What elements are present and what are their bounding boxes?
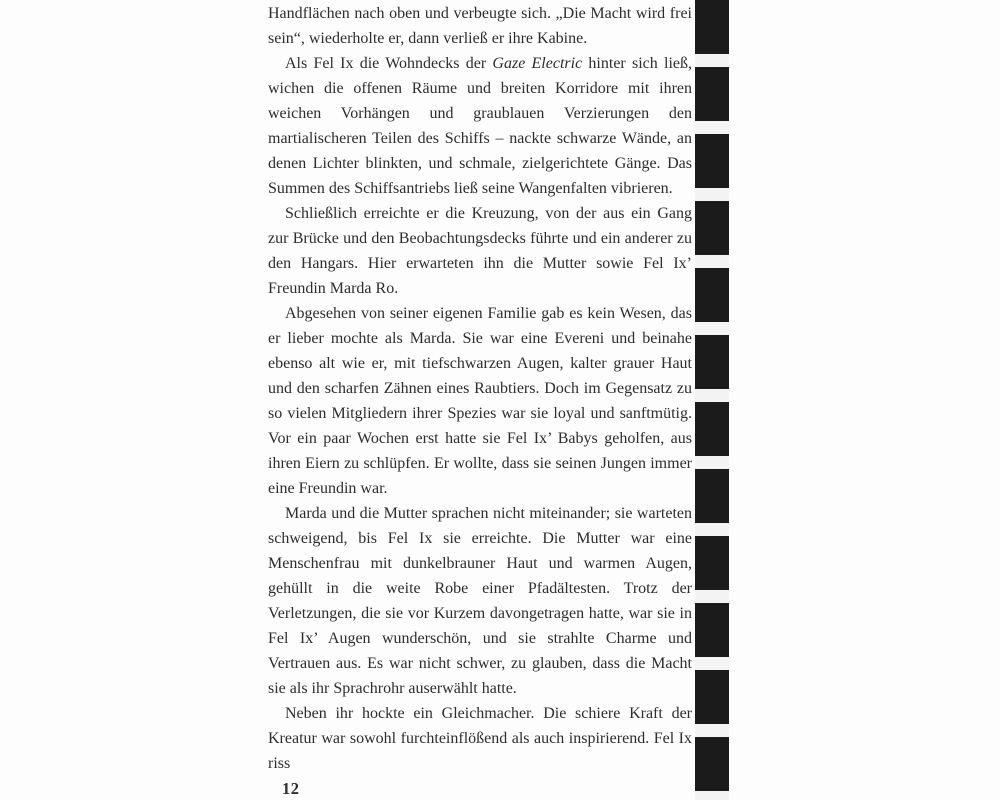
page-number: 12 — [282, 779, 300, 798]
book-page-edge-strip — [695, 0, 729, 800]
book-text-column — [268, 1, 692, 776]
ship-name-italic: Gaze Electric — [492, 55, 583, 72]
paragraph-continuation: Handflächen nach oben und verbeugte sich. „Die Macht wird frei sein“, wiederholte er, dann verließ er ihre Kabine. — [268, 5, 692, 47]
paragraph — [268, 51, 692, 201]
paragraph: Neben ihr hockte ein Gleichmacher. Die schiere Kraft der Kreatur war sowohl furchteinflößend als auch inspirierend. Fel Ix riss — [268, 705, 692, 772]
paragraph: Abgesehen von seiner eigenen Familie gab es kein Wesen, das er lieber mochte als Marda. Sie war eine Evereni und beinahe ebenso alt wie er, mit tiefschwarzen Augen, kalter grauer Haut und den scharfen Zähnen eines Raubtiers. Doch im Gegensatz zu so vielen Mitgliedern ihrer Spezies war sie loyal und sanftmütig. Vor ein paar Wochen erst hatte sie Fel Ix’ Babys geholfen, aus ihren Eiern zu schlüpfen. Er wollte, dass sie seinen Jungen immer eine Freundin war. — [268, 305, 692, 497]
paragraph-text-before-ship-name: Als Fel Ix die Wohndecks der — [285, 55, 493, 72]
paragraph: Schließlich erreichte er die Kreuzung, von der aus ein Gang zur Brücke und den Beobachtungsdecks führte und ein anderer zu den Hangars. Hier erwarteten ihn die Mutter sowie Fel Ix’ Freundin Marda Ro. — [268, 205, 692, 297]
paragraph: Marda und die Mutter sprachen nicht miteinander; sie warteten schweigend, bis Fel Ix sie erreichte. Die Mutter war eine Menschenfrau mit dunkelbrauner Haut und warmen Augen, gehüllt in die weite Robe einer Pfadältesten. Trotz der Verletzungen, die sie vor Kurzem davongetragen hatte, war sie in Fel Ix’ Augen wunderschön, und sie strahlte Charme und Vertrauen aus. Es war nicht schwer, zu glauben, dass die Macht sie als ihr Sprachrohr auserwählt hatte. — [268, 505, 692, 697]
paragraph-text-after-ship-name: hinter sich ließ, wichen die offenen Räume und breiten Korridore mit ihren weichen Vorhängen und graublauen Verzierungen den martialischeren Teilen des Schiffs – nackte schwarze Wände, an denen Lichter blinkten, und schmale, zielgerichtete Gänge. Das Summen des Schiffsantriebs ließ seine Wangenfalten vibrieren. — [268, 55, 693, 197]
